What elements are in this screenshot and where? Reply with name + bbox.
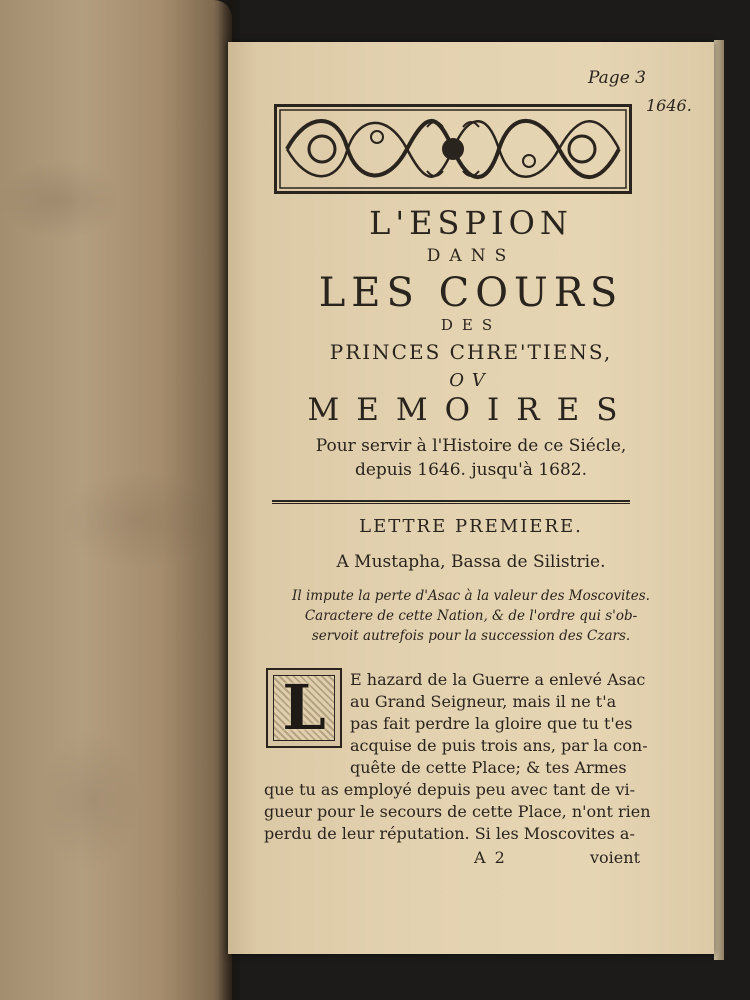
handwritten-page-number: Page 3 <box>588 68 646 88</box>
body-line: perdu de leur réputation. Si les Moscovites a- <box>264 824 635 843</box>
left-facing-page <box>0 0 232 1000</box>
subtitle-line-2: depuis 1646. jusqu'à 1682. <box>354 460 588 480</box>
body-line: acquise de puis trois ans, par la con- <box>350 736 648 755</box>
body-line: E hazard de la Guerre a enlevé Asac <box>350 670 646 689</box>
catchword: voient <box>590 848 640 867</box>
page-edge <box>714 40 724 960</box>
summary-line: Caractere de cette Nation, & de l'ordre qui s'ob- <box>304 608 638 624</box>
headpiece-ornament <box>274 104 632 194</box>
letter-heading: LETTRE PREMIERE. <box>359 516 583 537</box>
title-line-5: PRINCES CHRE'TIENS, <box>329 340 613 364</box>
title-line-7: MEMOIRES <box>307 392 635 428</box>
title-line-1: L'ESPION <box>369 204 573 242</box>
divider-rule <box>272 500 630 504</box>
summary-line: Il impute la perte d'Asac à la valeur des Moscovites. <box>292 588 650 604</box>
title-line-3: LES COURS <box>318 270 624 316</box>
body-line: que tu as employé depuis peu avec tant de vi- <box>264 780 635 799</box>
decorated-initial <box>266 668 342 748</box>
title-line-6: OV <box>449 370 493 391</box>
body-line: pas fait perdre la gloire que tu t'es <box>350 714 633 733</box>
summary-line: servoit autrefois pour la succession des Czars. <box>311 628 631 644</box>
letter-addressee: A Mustapha, Bassa de Silistrie. <box>336 552 606 572</box>
subtitle-line-1: Pour servir à l'Histoire de ce Siécle, <box>315 436 627 456</box>
title-line-2: DANS <box>426 246 516 266</box>
handwritten-year: 1646. <box>646 96 692 115</box>
body-line: quête de cette Place; & tes Armes <box>350 758 627 777</box>
initial-letter: L <box>282 671 326 744</box>
body-line: gueur pour le secours de cette Place, n'ont rien <box>264 802 651 821</box>
book-page <box>228 42 714 954</box>
title-line-4: DES <box>440 316 502 334</box>
body-line: au Grand Seigneur, mais il ne t'a <box>350 692 617 711</box>
signature-mark: A 2 <box>474 848 507 867</box>
